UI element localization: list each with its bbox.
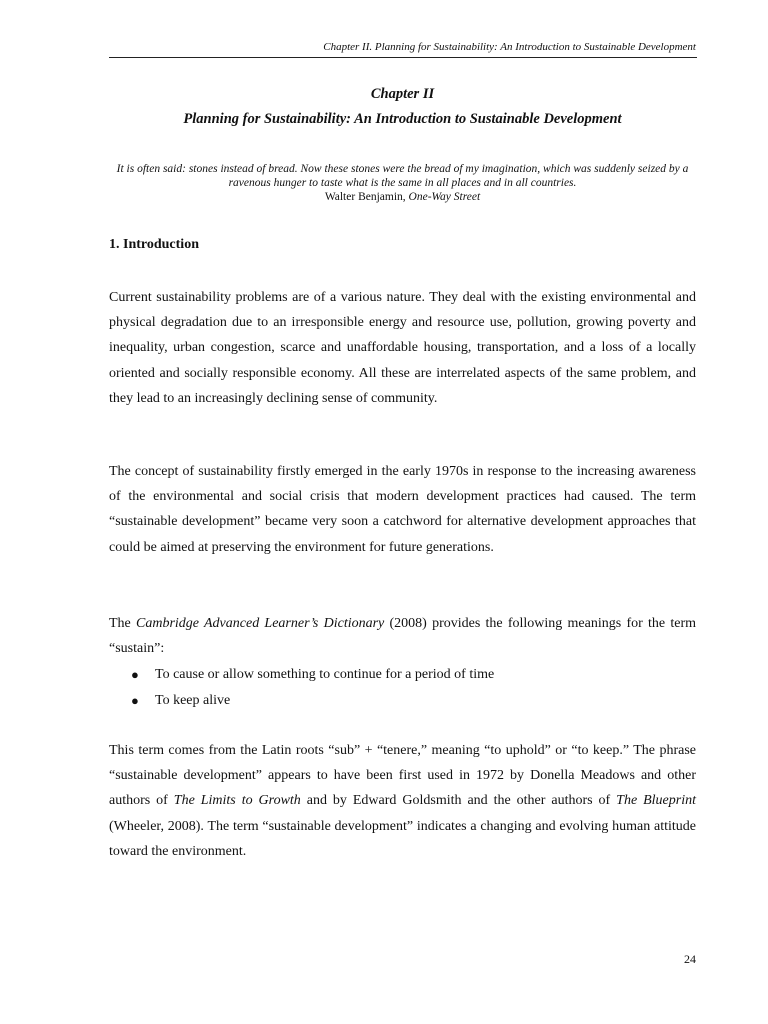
paragraph-2: The concept of sustainability firstly emerged in the early 1970s in response to the increasing awareness of the environmental and social crisis that modern development practices had caused. The term “sustainable development” became very soon a catchword for alternative development approaches that could be aimed at preserving the environment for future generations. bbox=[109, 464, 696, 555]
paragraph-3-text: The bbox=[109, 616, 137, 631]
list-item bbox=[109, 688, 696, 714]
definition-list bbox=[109, 662, 696, 713]
paragraph-4-text: This term comes from the Latin roots “sub” + “tenere,” meaning “to uphold” or “to keep.” The phrase “sustainable development” appears to have been first used in 1972 by Donella Meadows and other authors of bbox=[109, 743, 696, 809]
paragraph-3-text: (2008) provides the following meanings for the term “sustain”: bbox=[109, 616, 697, 657]
paragraph-4 bbox=[109, 738, 696, 864]
chapter-label: Chapter II bbox=[370, 86, 435, 102]
epigraph-work: One-Way Street bbox=[408, 191, 481, 203]
epigraph-author: Walter Benjamin, bbox=[324, 191, 409, 203]
dictionary-title: Cambridge Advanced Learner’s Dictionary bbox=[136, 616, 385, 631]
running-header: Chapter II. Planning for Sustainability: An Introduction to Sustainable Development bbox=[323, 41, 696, 53]
chapter-title: Planning for Sustainability: An Introduction to Sustainable Development bbox=[183, 111, 622, 127]
epigraph bbox=[109, 162, 696, 204]
paragraph-4-text: and by Edward Goldsmith and the other authors of bbox=[300, 793, 617, 809]
paragraph-1: Current sustainability problems are of a various nature. They deal with the existing environmental and physical degradation due to an irresponsible energy and resource use, pollution, growing poverty and inequality, urban congestion, scarce and unaffordable housing, transportation, and a loss of a locally oriented and socially responsible economy. All these are interrelated aspects of the same problem, and they lead to an increasingly declining sense of community. bbox=[109, 290, 696, 406]
list-item-text: To keep alive bbox=[155, 692, 231, 708]
paragraph-4-text: (Wheeler, 2008). The term “sustainable development” indicates a changing and evolving human attitude toward the environment. bbox=[109, 818, 696, 859]
section-heading: 1. Introduction bbox=[109, 237, 199, 252]
page-number: 24 bbox=[684, 952, 696, 966]
epigraph-attribution bbox=[109, 190, 696, 204]
bullet-icon: ● bbox=[131, 692, 139, 708]
bullet-icon: ● bbox=[131, 667, 139, 682]
paragraph-3 bbox=[109, 611, 696, 661]
list-item bbox=[109, 662, 696, 688]
limits-to-growth-title: The Limits to Growth bbox=[173, 793, 301, 809]
epigraph-quote: It is often said: stones instead of bread. Now these stones were the bread of my imagination, which was suddenly seized by a ravenous hunger to taste what is the same in all places and in all countries. bbox=[116, 163, 689, 189]
list-item-text: To cause or allow something to continue for a period of time bbox=[155, 667, 495, 682]
header-divider bbox=[109, 57, 697, 58]
blueprint-title: The Blueprint bbox=[616, 793, 696, 809]
